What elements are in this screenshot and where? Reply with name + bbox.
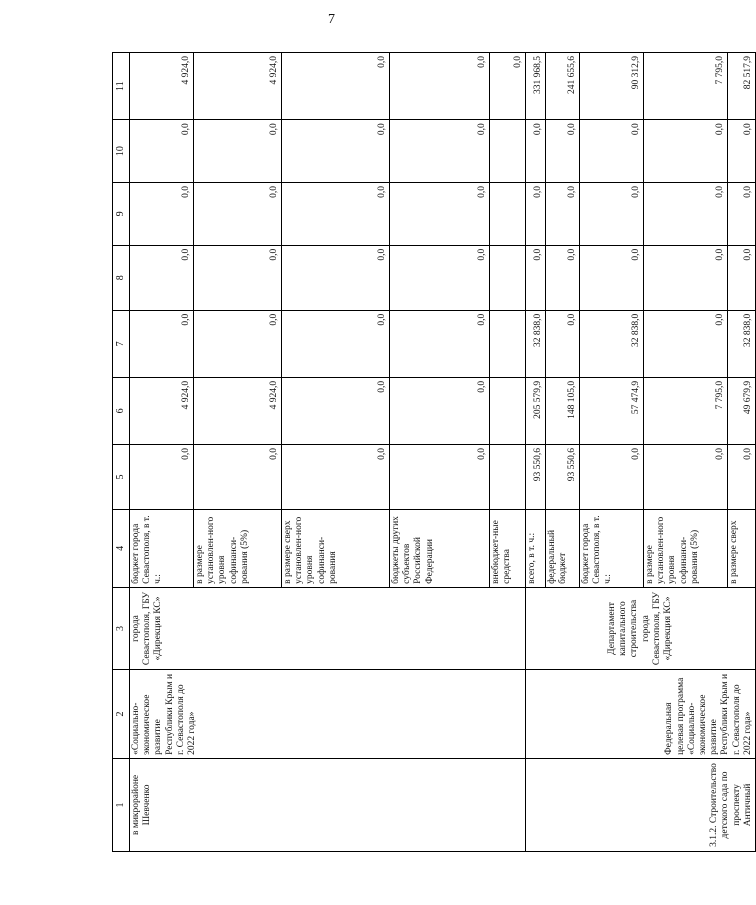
value-cell: 0,0 bbox=[728, 444, 756, 509]
source-label: федеральный бюджет bbox=[546, 509, 580, 587]
value-cell: 0,0 bbox=[282, 444, 390, 509]
value-cell: 0,0 bbox=[526, 183, 546, 246]
value-cell: 0,0 bbox=[546, 245, 580, 310]
executor-cell: города Севастополя, ГБУ «Дирекция КС» bbox=[130, 587, 526, 669]
value-cell: 90 312,9 bbox=[580, 53, 644, 120]
header-cell: 1 bbox=[113, 758, 130, 851]
value-cell: 82 517,9 bbox=[728, 53, 756, 120]
value-cell: 0,0 bbox=[390, 183, 490, 246]
value-cell: 0,0 bbox=[644, 120, 728, 183]
value-cell: 0,0 bbox=[194, 245, 282, 310]
value-cell: 32 838,0 bbox=[580, 310, 644, 377]
value-cell: 0,0 bbox=[282, 183, 390, 246]
value-cell: 49 679,9 bbox=[728, 377, 756, 444]
value-cell: 0,0 bbox=[130, 310, 194, 377]
value-cell: 0,0 bbox=[390, 53, 490, 120]
source-label: бюджет города Севастополя, в т. ч.: bbox=[130, 509, 194, 587]
value-cell: 0,0 bbox=[728, 183, 756, 246]
value-cell: 0,0 bbox=[130, 183, 194, 246]
value-cell: 32 838,0 bbox=[526, 310, 546, 377]
header-cell: 5 bbox=[113, 444, 130, 509]
header-cell: 2 bbox=[113, 670, 130, 759]
value-cell: 0,0 bbox=[282, 53, 390, 120]
header-cell: 11 bbox=[113, 53, 130, 120]
value-cell: 4 924,0 bbox=[130, 377, 194, 444]
executor-cell: Департамент капитального строительства города Севастополя, ГБУ «Дирекция КС» bbox=[526, 587, 756, 669]
value-cell: 0,0 bbox=[390, 120, 490, 183]
value-cell: 0,0 bbox=[546, 310, 580, 377]
header-cell: 4 bbox=[113, 509, 130, 587]
object-name-cell: в микрорайоне Шевченко bbox=[130, 758, 526, 851]
value-cell: 0,0 bbox=[130, 120, 194, 183]
value-cell: 0,0 bbox=[490, 53, 526, 120]
table-row bbox=[130, 53, 194, 852]
source-label: в размере установлен-ного уровня софинанси-рования (5%) bbox=[644, 509, 728, 587]
source-label: бюджет города Севастополя, в т. ч.: bbox=[580, 509, 644, 587]
value-cell: 0,0 bbox=[282, 310, 390, 377]
value-cell: 205 579,9 bbox=[526, 377, 546, 444]
value-cell bbox=[490, 444, 526, 509]
value-cell: 0,0 bbox=[644, 444, 728, 509]
rotated-table-container bbox=[112, 52, 753, 852]
source-label: внебюджет-ные средства bbox=[490, 509, 526, 587]
value-cell: 331 968,5 bbox=[526, 53, 546, 120]
value-cell bbox=[490, 120, 526, 183]
value-cell: 4 924,0 bbox=[194, 53, 282, 120]
program-cell: Федеральная целевая программа «Социально-экономическое развитие Республики Крым и г. Севастополя до 2022 года» bbox=[526, 670, 756, 759]
value-cell: 0,0 bbox=[390, 245, 490, 310]
value-cell: 0,0 bbox=[728, 120, 756, 183]
value-cell: 0,0 bbox=[644, 310, 728, 377]
value-cell: 0,0 bbox=[194, 183, 282, 246]
header-cell: 3 bbox=[113, 587, 130, 669]
value-cell: 0,0 bbox=[130, 444, 194, 509]
value-cell: 0,0 bbox=[130, 245, 194, 310]
source-label: бюджеты других субъектов Российской Федерации bbox=[390, 509, 490, 587]
value-cell bbox=[490, 183, 526, 246]
value-cell bbox=[490, 377, 526, 444]
value-cell: 0,0 bbox=[580, 120, 644, 183]
value-cell: 0,0 bbox=[194, 444, 282, 509]
value-cell: 0,0 bbox=[390, 377, 490, 444]
value-cell: 0,0 bbox=[282, 120, 390, 183]
header-cell: 7 bbox=[113, 310, 130, 377]
object-name-cell: 3.1.2. Строительство детского сада по проспекту Античный bbox=[526, 758, 756, 851]
value-cell: 0,0 bbox=[194, 120, 282, 183]
value-cell: 4 924,0 bbox=[194, 377, 282, 444]
header-cell: 8 bbox=[113, 245, 130, 310]
financing-table bbox=[112, 52, 756, 852]
value-cell: 32 838,0 bbox=[728, 310, 756, 377]
header-cell: 10 bbox=[113, 120, 130, 183]
header-cell: 9 bbox=[113, 183, 130, 246]
value-cell: 0,0 bbox=[282, 377, 390, 444]
source-label: в размере сверх установлен-ного уровня софинанси-рования bbox=[282, 509, 390, 587]
value-cell bbox=[490, 310, 526, 377]
value-cell: 0,0 bbox=[546, 183, 580, 246]
value-cell: 0,0 bbox=[644, 183, 728, 246]
source-label: в размере сверх bbox=[728, 509, 756, 587]
source-label: в размере установлен-ного уровня софинанси-рования (5%) bbox=[194, 509, 282, 587]
value-cell bbox=[490, 245, 526, 310]
value-cell: 93 550,6 bbox=[546, 444, 580, 509]
value-cell: 0,0 bbox=[546, 120, 580, 183]
source-label: всего, в т. ч.: bbox=[526, 509, 546, 587]
value-cell: 0,0 bbox=[728, 245, 756, 310]
value-cell: 148 105,0 bbox=[546, 377, 580, 444]
value-cell: 0,0 bbox=[580, 245, 644, 310]
header-row bbox=[113, 53, 130, 852]
program-cell: «Социально-экономическое развитие Республики Крым и г. Севастополя до 2022 года» bbox=[130, 670, 526, 759]
value-cell: 0,0 bbox=[390, 310, 490, 377]
value-cell: 0,0 bbox=[526, 245, 546, 310]
value-cell: 0,0 bbox=[526, 120, 546, 183]
value-cell: 0,0 bbox=[580, 444, 644, 509]
value-cell: 241 655,6 bbox=[546, 53, 580, 120]
value-cell: 0,0 bbox=[644, 245, 728, 310]
page-number: 7 bbox=[328, 12, 335, 27]
value-cell: 0,0 bbox=[194, 310, 282, 377]
value-cell: 0,0 bbox=[282, 245, 390, 310]
value-cell: 4 924,0 bbox=[130, 53, 194, 120]
value-cell: 93 550,6 bbox=[526, 444, 546, 509]
value-cell: 7 795,0 bbox=[644, 53, 728, 120]
value-cell: 0,0 bbox=[390, 444, 490, 509]
header-cell: 6 bbox=[113, 377, 130, 444]
value-cell: 7 795,0 bbox=[644, 377, 728, 444]
value-cell: 0,0 bbox=[580, 183, 644, 246]
table-row bbox=[526, 53, 546, 852]
value-cell: 57 474,9 bbox=[580, 377, 644, 444]
